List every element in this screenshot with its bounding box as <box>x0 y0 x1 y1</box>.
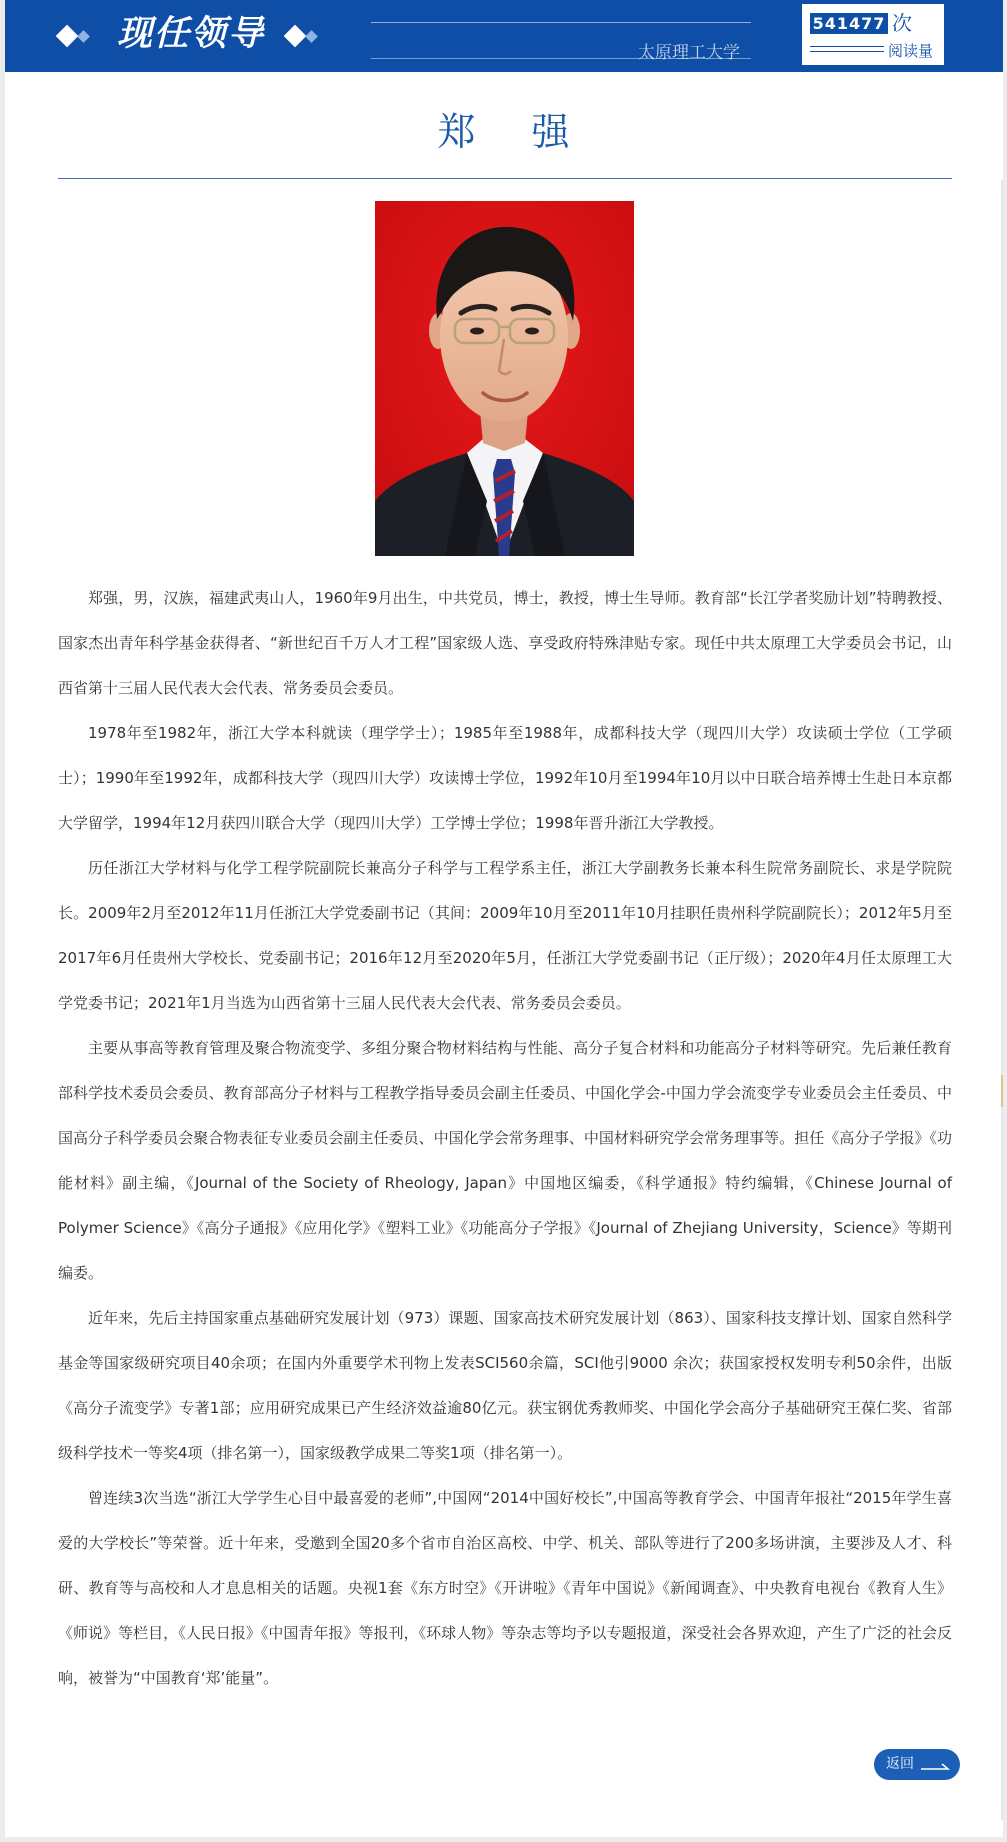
diamond-icon <box>284 25 307 48</box>
diamond-icon <box>56 25 79 48</box>
title-divider <box>58 178 952 179</box>
read-count-label: 阅读量 <box>888 42 934 60</box>
read-counter <box>802 4 944 65</box>
biography <box>58 576 952 1701</box>
counter-divider <box>810 46 884 47</box>
read-count-value: 541477 <box>810 13 888 34</box>
diamond-icon <box>77 30 90 43</box>
scroll-track <box>1001 180 1003 1820</box>
back-button-label: 返回 <box>886 1756 914 1772</box>
bio-paragraph: 近年来，先后主持国家重点基础研究发展计划（973）课题、国家高技术研究发展计划（863）、国家科技支撑计划、国家自然科学基金等国家级研究项目40余项；在国内外重要学术刊物上发表SCI560余篇，SCI他引9000 余次；获国家授权发明专利50余件，出版《高分子流变学》专著1部；应用研究成果已产生经济效益逾80亿元。获宝钢优秀教师奖、中国化学会高分子基础研究王葆仁奖、省部级科学技术一等奖4项（排名第一），国家级教学成果二等奖1项（排名第一）。 <box>58 1309 952 1462</box>
counter-divider <box>810 51 884 52</box>
bio-paragraph: 曾连续3次当选“浙江大学学生心目中最喜爱的老师”,中国网“2014中国好校长”,中国高等教育学会、中国青年报社“2015年学生喜爱的大学校长”等荣誉。近十年来，受邀到全国20多个省市自治区高校、中学、机关、部队等进行了200多场讲演，主要涉及人才、科研、教育等与高校和人才息息相关的话题。央视1套《东方时空》《开讲啦》《青年中国说》《新闻调查》、中央教育电视台《教育人生》《师说》等栏目，《人民日报》《中国青年报》等报刊，《环球人物》等杂志等均予以专题报道，深受社会各界欢迎，产生了广泛的社会反响，被誉为“中国教育‘郑’能量”。 <box>58 1489 952 1687</box>
portrait-photo <box>375 201 634 556</box>
bio-paragraph: 郑强，男，汉族，福建武夷山人，1960年9月出生，中共党员，博士，教授，博士生导师。教育部“长江学者奖励计划”特聘教授、国家杰出青年科学基金获得者、“新世纪百千万人才工程”国家级人选、享受政府特殊津贴专家。现任中共太原理工大学委员会书记，山西省第十三届人民代表大会代表、常务委员会委员。 <box>58 589 952 697</box>
bio-paragraph: 历任浙江大学材料与化学工程学院副院长兼高分子科学与工程学系主任，浙江大学副教务长兼本科生院常务副院长、求是学院院长。2009年2月至2012年11月任浙江大学党委副书记（其间：2009年10月至2011年10月挂职任贵州科学院副院长）；2012年5月至2017年6月任贵州大学校长、党委副书记；2016年12月至2020年5月，任浙江大学党委副书记（正厅级）；2020年4月任太原理工大学党委书记；2021年1月当选为山西省第十三届人民代表大会代表、常务委员会委员。 <box>58 859 952 1012</box>
arrow-right-icon <box>920 1757 950 1788</box>
read-count-unit: 次 <box>892 11 912 35</box>
bio-paragraph: 1978年至1982年，浙江大学本科就读（理学学士）；1985年至1988年，成都科技大学（现四川大学）攻读硕士学位（工学硕士）；1990年至1992年，成都科技大学（现四川大学）攻读博士学位，1992年10月至1994年10月以中日联合培养博士生赴日本京都大学留学，1994年12月获四川联合大学（现四川大学）工学博士学位；1998年晋升浙江大学教授。 <box>58 724 952 832</box>
header-banner <box>5 0 1003 72</box>
header-divider <box>371 22 751 23</box>
scroll-marker <box>1001 1075 1003 1107</box>
back-button[interactable] <box>874 1749 960 1780</box>
bio-paragraph: 主要从事高等教育管理及聚合物流变学、多组分聚合物材料结构与性能、高分子复合材料和功能高分子材料等研究。先后兼任教育部科学技术委员会委员、教育部高分子材料与工程教学指导委员会副主任委员、中国化学会-中国力学会流变学专业委员会主任委员、中国高分子科学委员会聚合物表征专业委员会副主任委员、中国化学会常务理事、中国材料研究学会常务理事等。担任《高分子学报》《功能材料》副主编，《Journal of the Society of Rheology, Japan》中国地区编委，《科学通报》特约编辑，《Chinese Journal of Polymer Science》《高分子通报》《应用化学》《塑料工业》《功能高分子学报》《Journal of Zhejiang University，Science》等期刊编委。 <box>58 1039 952 1282</box>
university-name: 太原理工大学 <box>638 43 740 63</box>
section-title: 现任领导 <box>117 14 266 54</box>
portrait-illustration <box>375 201 634 556</box>
leader-name: 郑 强 <box>437 110 592 154</box>
diamond-icon <box>305 30 318 43</box>
